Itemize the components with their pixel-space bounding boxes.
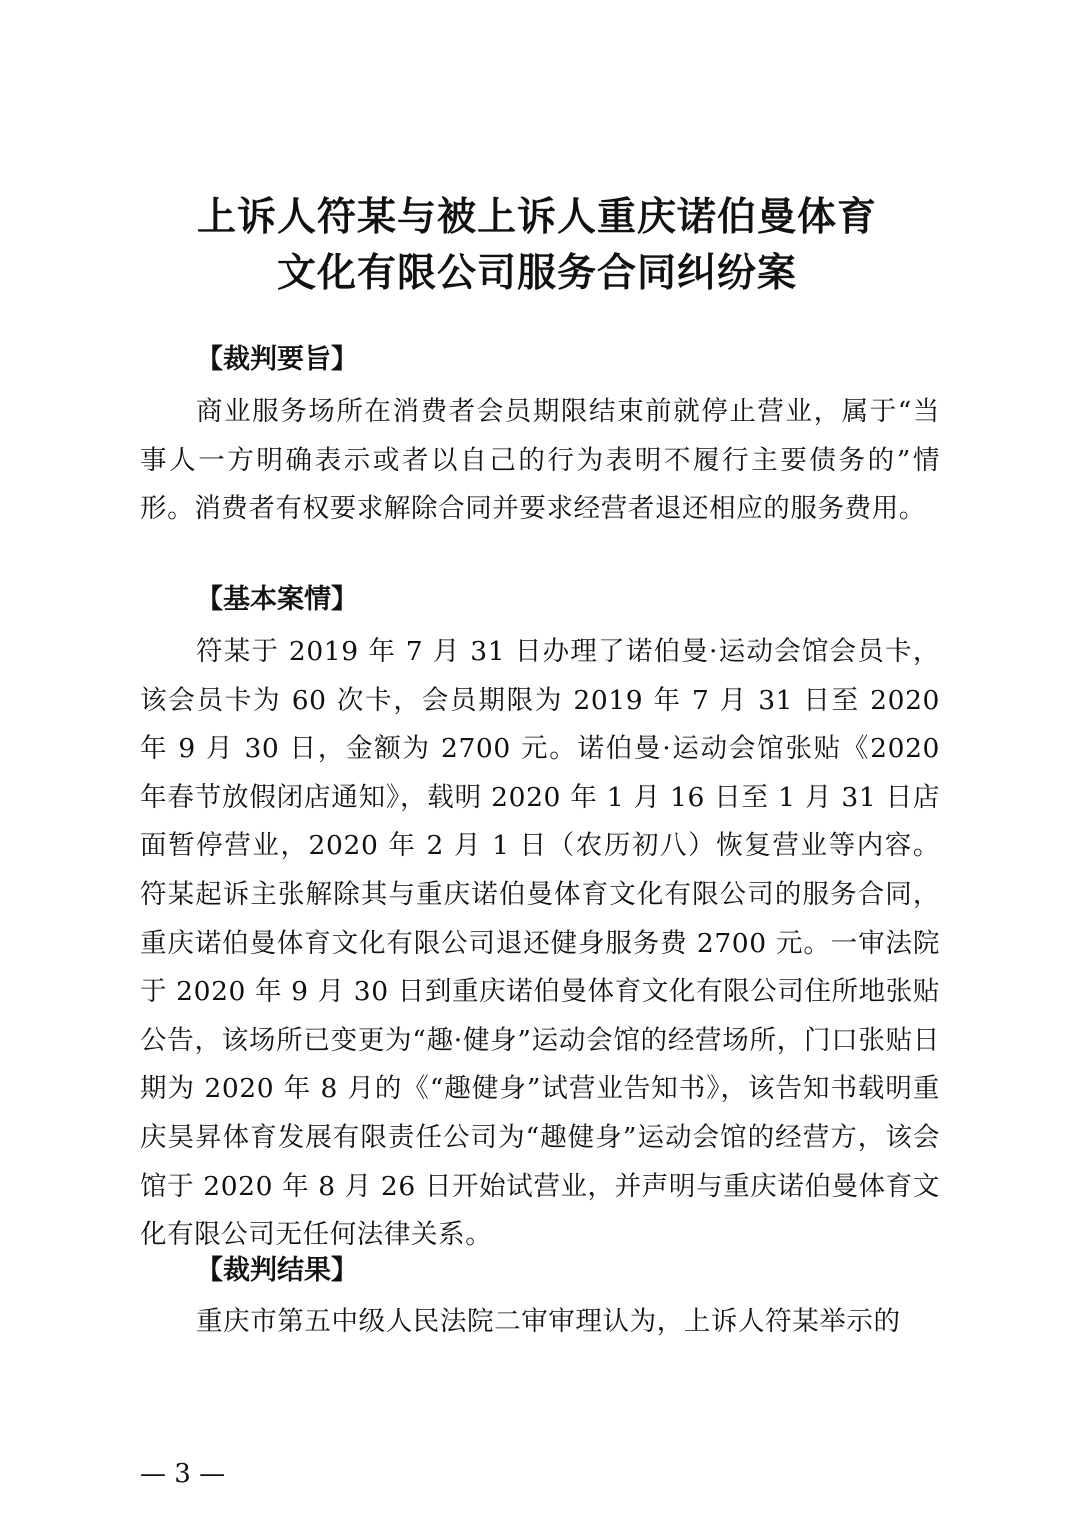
section-heading-judgment-result: 【裁判结果】 — [196, 1255, 358, 1286]
page-number: — 3 — — [140, 1459, 226, 1489]
paragraph-judgment-summary: 商业服务场所在消费者会员期限结束前就停止营业，属于“当事人一方明确表示或者以自己的行为表明不履行主要债务的”情形。消费者有权要求解除合同并要求经营者退还相应的服务费用。 — [140, 396, 940, 525]
paragraph-judgment-result: 重庆市第五中级人民法院二审审理认为，上诉人符某举示的 — [196, 1306, 901, 1337]
title-line-2: 文化有限公司服务合同纠纷案 — [276, 251, 797, 296]
document-title — [0, 190, 1074, 302]
title-line-1: 上诉人符某与被上诉人重庆诺伯曼体育 — [196, 195, 877, 240]
paragraph-basic-facts: 符某于 2019 年 7 月 31 日办理了诺伯曼·运动会馆会员卡，该会员卡为 60 次卡，会员期限为 2019 年 7 月 31 日至 2020 年 9 月 30 日，金额为 2700 元。诺伯曼·运动会馆张贴《2020 年春节放假闭店通知》，载明 2020 年 1 月 16 日至 1 月 31 日店面暂停营业，2020 年 2 月 1 日（农历初八）恢复营业等内容。符某起诉主张解除其与重庆诺伯曼体育文化有限公司的服务合同，重庆诺伯曼体育文化有限公司退还健身服务费 2700 元。一审法院于 2020 年 9 月 30 日到重庆诺伯曼体育文化有限公司住所地张贴公告，该场所已变更为“趣·健身”运动会馆的经营场所，门口张贴日期为 2020 年 8 月的《“趣健身”试营业告知书》，该告知书载明重庆昊昇体育发展有限责任公司为“趣健身”运动会馆的经营方，该会馆于 2020 年 8 月 26 日开始试营业，并声明与重庆诺伯曼体育文化有限公司无任何法律关系。 — [140, 636, 940, 1251]
section-heading-basic-facts: 【基本案情】 — [196, 584, 358, 615]
section-heading-judgment-summary: 【裁判要旨】 — [196, 344, 358, 375]
